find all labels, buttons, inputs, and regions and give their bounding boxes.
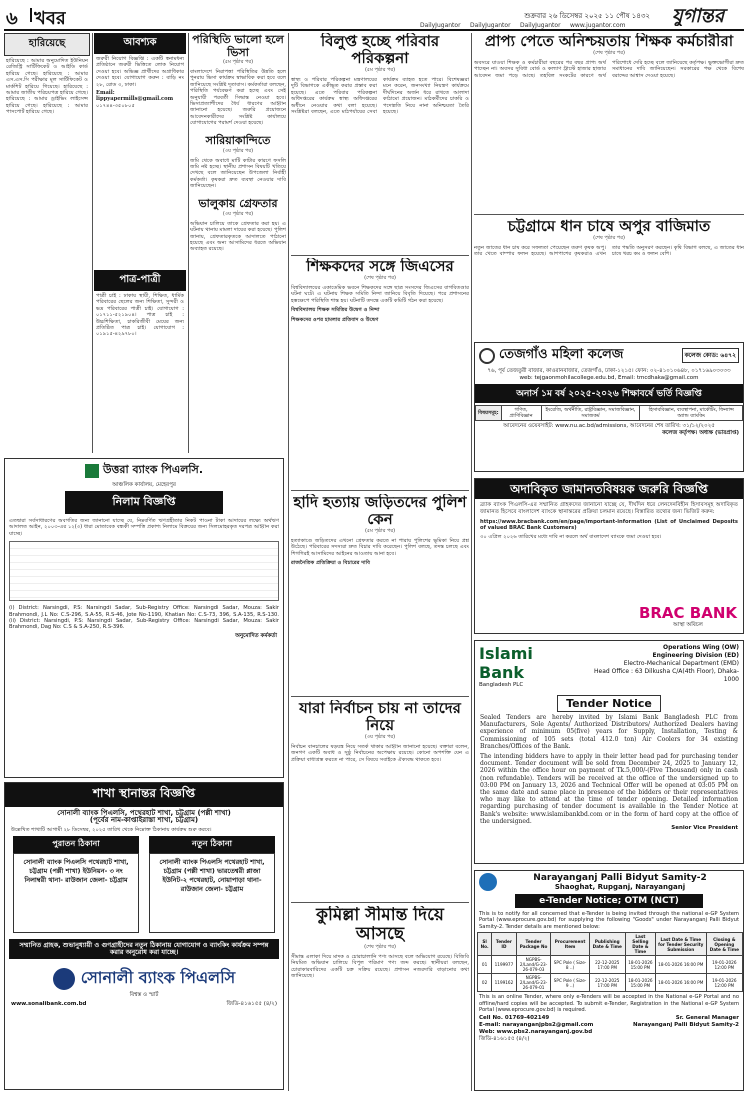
family-planning-body: স্বাস্থ্য ও পরিবার পরিকল্পনা মন্ত্রণালয়ের দুটি বিভাগকে একীভূত করার প্রস্তাব করা হয়েছে। এতে পরিবার পরিকল্পনা অধিদপ্তরের কার্যক্রম স্বাস্থ্য অধিদপ্তরের অধীনে নেওয়ার কথা বলা হয়েছে। সংশ্লিষ্টরা বলছেন, এতে মাঠপর্যায়ের সেবা কার্যক্রম ব্যাহত হতে পারে। বিশেষজ্ঞরা মনে করেন, জনসংখ্যা নিয়ন্ত্রণ কার্যক্রমে দীর্ঘদিনের অর্জন ধরে রাখতে আলাদা কাঠামো প্রয়োজন। মাঠকর্মীদের চাকরি ও পদোন্নতি নিয়ে নানা অনিশ্চয়তা তৈরি হয়েছে। [291, 77, 469, 116]
college-name: তেজগাঁও মহিলা কলেজ [499, 347, 624, 362]
college-code: কলেজ কোড: ৬৪৭২ [682, 348, 739, 363]
tejgaon-college-ad [474, 342, 744, 472]
bhalukay-headline: ভালুকায় গ্রেফতার [198, 196, 278, 210]
masthead-logo: যুগান্তর [671, 5, 725, 26]
college-address: ৭৬, পূর্ব তেজতুরী বাজার, কাওরানবাজার, তেজগাঁও, ঢাকা-১২১৫। ফোন: ০২-৪১০১০৬৪৮, ০১৭১৬৯০৩০৩৩ [487, 368, 731, 374]
sonali-logo: সোনালী ব্যাংক পিএলসি [80, 968, 236, 988]
subjects-label: বিষয়সমূহ: [476, 406, 502, 421]
pbs-title: e-Tender Notice; OTM (NCT) [515, 894, 703, 908]
old-address: সোনালী ব্যাংক পিএলসি পথেরহাট শাখা, চট্টগ্রাম (পল্লী শাখা) ইউনিয়ন- ৩ নং নিলাম্বরী থানা- রাউজান জেলা- চট্টগ্রাম [13, 853, 139, 933]
website-link[interactable]: www.jugantor.com [570, 22, 626, 29]
wanted-phone: ০১৭৪৪-৩৫০৮০৫ [96, 102, 135, 109]
pbs-sign2: Narayanganj Palli Bidyut Samity-2 [633, 1022, 739, 1029]
brac-tagline: আস্থা অবিচল [673, 622, 703, 628]
brac-body: ব্র্যাক ব্যাংক পিএলসি-এর সম্মানিত গ্রাহকদের জানানো যাচ্ছে যে, দীর্ঘদিন ধরে লেনদেনবিহীন হিসাবসমূহ অদাবিকৃত জামানত হিসেবে বাংলাদেশ ব্যাংকে স্থানান্তরের প্রক্রিয়া চলমান রয়েছে। বিস্তারিত তথ্যের জন্য ভিজিট করুন: [480, 502, 738, 515]
pbs-col-header: Last Date & Time for Tender Security Submission [655, 933, 706, 956]
visa-headline: পরিস্থিতি ভালো হলে ভিসা [192, 33, 284, 59]
islami-tender-title: Tender Notice [557, 695, 661, 712]
brac-title: অদাবিকৃত জামানতবিষয়ক জরুরি বিজ্ঞপ্তি [475, 479, 743, 499]
admission-title: অনার্স ১ম বর্ষ ২০২৫-২০২৬ শিক্ষাবর্ষে ভর্তি বিজ্ঞপ্তি [475, 384, 743, 403]
matrimony-body: পাত্রী চাই : ঢাকায় স্থায়ী, শিক্ষিত, ধার্মিক পরিবারের ছেলের জন্য শিক্ষিতা, সুন্দরী ও ভদ্র পরিবারের পাত্রী চাই। যোগাযোগ : ০১৭১১-৫২১৯০৪। পাত্র চাই : উচ্চশিক্ষিতা, চাকরিজীবী মেয়ের জন্য প্রতিষ্ঠিত পাত্র চাই। যোগাযোগ : ০১৯১৫-৪২৯৭৮০। [96, 293, 184, 338]
palli-bidyut-ad [474, 870, 744, 1091]
article-hadi [291, 494, 469, 694]
hadi-sub: রাজনৈতিক প্রতিক্রিয়া ও বিচারের দাবি [291, 560, 371, 567]
article-paddy [474, 218, 744, 338]
election-byline: (৩য় পৃষ্ঠার পর) [364, 734, 396, 740]
wanted-email[interactable]: Email: lippyapermills@gmail.com [96, 90, 174, 103]
pbs-email[interactable]: E-mail: narayanganjpbs2@gmail.com [479, 1022, 594, 1029]
col-rule [92, 33, 93, 453]
lost-body: হারিয়েছে : আমার অনুমোদিত ইউনিয়ন রেজিস্ট্রি সার্টিফিকেট ও আইডি কার্ড হারিয়ে গেছে। হারিয়েছে : আমার এস.এস.সি পরীক্ষার মূল সার্টিফিকেট ও মার্কশিট হারিয়ে গিয়েছে। হারিয়েছে : আমার জাতীয় পরিচয়পত্র হারিয়ে গেছে। হারিয়েছে : আমার ড্রাইভিং লাইসেন্স হারিয়ে গেছে। হারিয়েছে : আমার পাসপোর্ট হারিয়ে গেছে। [6, 58, 88, 116]
social-twitter[interactable]: DailyJugantor [470, 22, 511, 29]
sariakandi-byline: (৩য় পৃষ্ঠার পর) [222, 147, 254, 154]
article-comilla [291, 906, 469, 1091]
wanted-body: জরুরী নিয়োগ বিজ্ঞপ্তি : একটি স্বনামধন্য প্রতিষ্ঠানে জরুরী ভিত্তিতে লোক নিয়োগ দেওয়া হবে। অভিজ্ঞ প্রার্থীদের অগ্রাধিকার দেওয়া হবে। যোগাযোগ করুন : বাড়ি নং ২৮, রোড ৩, ঢাকা। [96, 56, 184, 88]
new-address-label: নতুন ঠিকানা [149, 836, 275, 853]
teachers-dues-byline: (শেষ পৃষ্ঠার পর) [593, 50, 625, 56]
uttara-logo: উত্তরা ব্যাংক পিএলসি. [102, 463, 204, 476]
matrimony-title: পাত্র-পাত্রী [94, 270, 186, 291]
islami-wing: Operations Wing (OW) [663, 644, 739, 651]
table-cell: 18-01-2026 16:00 PM [655, 974, 706, 992]
table-cell: 18-01-2026 15:00 PM [625, 956, 655, 974]
uttara-bank-ad [4, 458, 284, 778]
islami-sublogo: Bangladesh PLC [479, 682, 524, 688]
uttara-english: (i) District: Narsingdi, P.S: Narsingdi Sadar, Sub-Registry Office: Narsingdi Sadar, Mouza: Sakir Brahmondi, J.L No: C.S-296, S.A-55, R.S-46, Jote No-1190, Khatian No: C.S-73, 396, S.A-135, R.S-130. (ii) District: Narsingdi, P.S: Narsingdi Sadar, Sub-Registry Office: Narsingdi Sadar, Mouza: Sakir Brahmondi, Dag No: C.S & S.A-250, R.S-396. [9, 605, 279, 631]
visa-body: বাংলাদেশে নিরাপত্তা পরিস্থিতির উন্নতি হলে পুনরায় ভিসা কার্যক্রম স্বাভাবিক করা হবে বলে জানিয়েছে সংশ্লিষ্ট দূতাবাস। কর্মকর্তারা বলছেন, পরিস্থিতি পর্যবেক্ষণ করা হচ্ছে এবং সেই অনুযায়ী পরবর্তী সিদ্ধান্ত নেওয়া হবে। ভিসাপ্রত্যাশীদের ধৈর্য ধারণের আহ্বান জানানো হয়েছে। জরুরি প্রয়োজনে আবেদনকারীদের সংশ্লিষ্ট কার্যালয়ে যোগাযোগের পরামর্শ দেওয়া হয়েছে। [190, 69, 286, 127]
wanted-box [94, 33, 186, 273]
table-cell: 01 [478, 956, 492, 974]
row-rule [291, 696, 469, 697]
pbs-address: Shaoghat, Rupganj, Narayanganj [554, 883, 686, 891]
islami-dept: Engineering Division (ED) [652, 652, 739, 659]
teachers-gs-headline: শিক্ষকদের সঙ্গে জিএসের [306, 258, 454, 275]
pbs-col-header: Procurement Item [551, 933, 589, 956]
brac-footer: ৩০ এপ্রিল ২০২৬ তারিখের মধ্যে দাবি না করলে অর্থ বাংলাদেশ ব্যাংকে জমা দেওয়া হবে। [480, 533, 662, 540]
teachers-gs-sub1: বিশ্ববিদ্যালয় শিক্ষক সমিতির উদ্বেগ ও নিন্দা [291, 307, 380, 314]
article-election [291, 700, 469, 900]
islami-office: Head Office : 63 Dilkusha C/A(4th Floor), Dhaka-1000 [594, 668, 739, 683]
sariakandi-headline: সারিয়াকান্দিতে [205, 133, 271, 147]
wanted-title: আবশ্যক [94, 33, 186, 54]
visa-byline: (৫ম পৃষ্ঠার পর) [222, 59, 254, 65]
sonali-body: উল্লেখিত শাখাটি আগামী ২৮ ডিসেম্বর, ২০২৫ তারিখ থেকে নিম্নোক্ত ঠিকানায় কার্যক্রম শুরু করবে। [11, 827, 212, 833]
brac-bank-ad [474, 478, 744, 634]
table-cell: 1199977 [492, 956, 516, 974]
paddy-body: নতুন জাতের ধান চাষ করে সফলতা পেয়েছেন তরুণ কৃষক অপু। তার খেতে বাম্পার ফলন হয়েছে। আশপাশের কৃষকরাও এখন তার পদ্ধতি অনুসরণ করছেন। কৃষি বিভাগ বলছে, এ জাতের ধান চাষে খরচ কম ও ফলন বেশি। [474, 245, 744, 258]
table-cell: NGPBS-2/Land/G-23-26-079-01 [516, 974, 551, 992]
teachers-dues-body: অবসরে যাওয়া শিক্ষক ও কর্মচারীরা বছরের পর বছর প্রাপ্য অর্থ পাচ্ছেন না। অবসর সুবিধা বোর্ড ও কল্যাণ ট্রাস্টে হাজার হাজার আবেদন জমা পড়ে আছে। তহবিল সংকটের কারণে অর্থ পরিশোধে দেরি হচ্ছে বলে জানিয়েছে কর্তৃপক্ষ। ভুক্তভোগীরা দ্রুত সমাধানের দাবি জানিয়েছেন। সরকারের পক্ষ থেকে বিশেষ বরাদ্দের আশ্বাস দেওয়া হয়েছে। [474, 60, 744, 79]
islami-p1: Sealed Tenders are hereby invited by Islami Bank Bangladesh PLC from Manufacturers, Sole Agents/ Authorized Distributors/ Authorized Dealers having experience of minimum 05(five) years for Supply, Installation, Testing & Commissioning of 105 sets (total 412.0 ton) Air Coolers for 34 existing Branches/Offices of the Bank. [480, 714, 738, 750]
subject-group: হিসাববিজ্ঞান, ব্যবস্থাপনা, মার্কেটিং, ফিন্যান্স অ্যান্ড ব্যাংকিং [640, 406, 743, 421]
pbs-sign1: Sr. General Manager [675, 1015, 739, 1022]
hadi-byline: (৫ম পৃষ্ঠার পর) [364, 528, 396, 534]
sonali-bank: সোনালী ব্যাংক পিএলসি, পথেরহাট শাখা, চট্টগ্রাম (পল্লী শাখা) [57, 809, 231, 817]
brac-link[interactable]: https://www.bracbank.com/en/page/important-information (List of Unclaimed Deposits of valued BRAC Bank Customers) [480, 519, 738, 532]
teachers-gs-body: বিশ্ববিদ্যালয়ের একাডেমিক ভবনে শিক্ষকদের সঙ্গে ছাত্র সংসদের জিএসের বাগবিতণ্ডার ঘটনা ঘটে। এ ঘটনায় শিক্ষক সমিতি নিন্দা জানিয়ে বিবৃতি দিয়েছে। পরে প্রশাসনের হস্তক্ষেপে পরিস্থিতি শান্ত হয়। ঘটনাটি তদন্তে একটি কমিটি গঠন করা হয়েছে। [291, 285, 469, 304]
subjects-table [475, 405, 743, 421]
pbs-col-header: Publishing Date & Time [589, 933, 625, 956]
pbs-web[interactable]: Web: www.pbs2.narayanganj.gov.bd [479, 1029, 593, 1036]
pbs-col-header: Closing & Opening Date & Time [706, 933, 742, 956]
article-teachers-gs [291, 258, 469, 488]
col-rule [188, 33, 189, 453]
table-cell: 22-12-2025 17:00 PM [589, 974, 625, 992]
matrimony-box [94, 270, 186, 453]
comilla-headline: কুমিল্লা সীমান্ত দিয়ে আসছে [316, 906, 444, 944]
islami-dept2: Electro-Mechanical Department (EMD) [623, 660, 739, 667]
page-number: ৬ [6, 8, 18, 29]
subject-group: ইংরেজি, অর্থনীতি, রাষ্ট্রবিজ্ঞান, সমাজবিজ্ঞান, সমাজকর্ম [541, 406, 640, 421]
bhalukay-body: অভিযান চালিয়ে তাকে গ্রেফতার করা হয়। এ ঘটনায় থানায় মামলা দায়ের করা হয়েছে। পুলিশ জানায়, গ্রেফতারকৃতকে আদালতে পাঠানো হয়েছে এবং অন্য আসামিদের ধরতে অভিযান অব্যাহত রয়েছে। [190, 220, 286, 253]
islami-bank-ad [474, 640, 744, 864]
teachers-gs-byline: (শেষ পৃষ্ঠার পর) [364, 275, 396, 281]
pbs-tender-table [477, 932, 743, 992]
sonali-ref: জিডি-৪১৬১৫৫ (৪/২) [226, 1001, 277, 1008]
uttara-title: নিলাম বিজ্ঞপ্তি [65, 491, 223, 514]
row-rule [291, 490, 469, 491]
table-row [478, 956, 743, 974]
section-title: খবর [34, 8, 66, 29]
sonali-footer: সম্মানিত গ্রাহক, শুভানুধ্যায়ী ও গুণগ্রাহীদের নতুন ঠিকানায় যোগাযোগ ও ব্যাংকিং কার্যক্রম সম্পন্ন করার অনুরোধ করা যাচ্ছে। [9, 939, 279, 959]
family-planning-headline: বিলুপ্ত হচ্ছে পরিবার পরিকল্পনা [320, 33, 440, 67]
college-logo-icon [479, 348, 495, 364]
hadi-body: হত্যাকাণ্ডে জড়িতদের এখনো গ্রেফতার করতে না পারায় পুলিশের ভূমিকা নিয়ে প্রশ্ন উঠেছে। পরিবারের সদস্যরা দ্রুত বিচার দাবি করেছেন। পুলিশ বলছে, তদন্ত চলছে এবং শিগগিরই আসামিদের আইনের আওতায় আনা হবে। [291, 538, 469, 557]
pbs-col-header: Tender ID [492, 933, 516, 956]
pbs-name: Narayanganj Palli Bidyut Samity-2 [533, 873, 707, 883]
pbs-ref: জিডি-৪১৬১৫৫ (৪/২) [479, 1036, 530, 1043]
lost-notices [4, 33, 90, 433]
table-cell: 02 [478, 974, 492, 992]
uttara-logo-icon [85, 464, 99, 478]
col-rule [471, 33, 472, 1091]
bhalukay-byline: (৩য় পৃষ্ঠার পর) [222, 210, 254, 217]
subject-group: গণিত, প্রাণিবিজ্ঞান [501, 406, 541, 421]
table-cell: 22-12-2025 17:00 PM [589, 956, 625, 974]
col-rule [288, 33, 289, 1091]
pbs-col-header: Sl No. [478, 933, 492, 956]
pbs-intro: This is to notify for all concerned that e-Tender is being invited through the national e-GP System Portal (www.eprocure.gov.bd) for supplying the following "Goods" under Narayanganj Palli Bidyut Samity-2. Tender details are mentioned below: [479, 911, 739, 930]
pbs-cell: Cell No. 01769-402149 [479, 1015, 550, 1022]
table-cell: NGPBS-2/Land/G-23-26-079-03 [516, 956, 551, 974]
table-cell: 1199162 [492, 974, 516, 992]
sonali-old-name: (পূর্বের নাম-কাপ্তাইরাস্তা শাখা, চট্টগ্রাম) [89, 816, 199, 824]
header-divider [30, 8, 32, 22]
election-body: নির্বাচন বানচালের ষড়যন্ত্র নিয়ে সতর্ক থাকার আহ্বান জানানো হয়েছে। বক্তারা বলেন, জনগণ একটি অবাধ ও সুষ্ঠু নির্বাচনের অপেক্ষায় রয়েছে। কোনো অপশক্তি যেন এ প্রক্রিয়া বাধাগ্রস্ত করতে না পারে, সে বিষয়ে সবাইকে ঐক্যবদ্ধ থাকতে হবে। [291, 744, 469, 763]
table-cell: SPC Pole ( Size-8 ..) [551, 956, 589, 974]
paddy-byline: (শেষ পৃষ্ঠার পর) [593, 235, 625, 241]
row-rule [474, 214, 744, 215]
comilla-body: সীমান্ত এলাকা দিয়ে মাদক ও চোরাচালানি পণ্য আসছে বলে অভিযোগ রয়েছে। বিজিবি নিয়মিত অভিযান চালিয়ে বিপুল পরিমাণ পণ্য জব্দ করছে। স্থানীয়রা বলছেন, চোরাকারবারিদের একটি চক্র সক্রিয় রয়েছে। প্রশাসন নজরদারি বাড়ানোর কথা জানিয়েছে। [291, 954, 469, 980]
sonali-web[interactable]: www.sonalibank.com.bd [11, 1001, 87, 1008]
islami-logo: Islami Bank [479, 644, 533, 682]
teachers-gs-sub2: শিক্ষকদের ওপর হামলার প্রতিবাদ ও উদ্বেগ [291, 316, 379, 323]
paddy-headline: চট্টগ্রামে ধান চাষে অপুর বাজিমাত [507, 218, 711, 235]
college-web[interactable]: web: tejgaonmohilacollege.edu.bd, Email: tmcdhaka@gmail.com [519, 375, 699, 381]
row-rule [291, 255, 469, 256]
pbs-paragraph: This is an online Tender, where only e-Tenders will be accepted in the National e-GP Portal and no offline/hard copies will be accepted. To submit e-Tender, Registration in the National e-GP System Portal (www.eprocure.gov.bd) is required. [479, 994, 739, 1014]
table-cell: 18-01-2026 15:00 PM [625, 974, 655, 992]
islami-sign: Senior Vice President [671, 825, 738, 832]
uttara-body: এতদ্বারা সর্বসাধারণের অবগতির জন্য জানানো যাচ্ছে যে, নিম্নবর্ণিত ঋণগ্রহীতার নিকট পাওনা টাকা আদায়ের লক্ষ্যে অর্থঋণ আদালত আইন, ২০০৩-এর ১২(৩) ধারা মোতাবেক বন্ধকী সম্পত্তি প্রকাশ্য নিলামে বিক্রয়ের জন্য সিলমোহরকৃত দরপত্র আহ্বান করা যাচ্ছে। [9, 518, 279, 537]
social-facebook[interactable]: DailyJugantor [420, 22, 461, 29]
lost-title: হারিয়েছে [4, 33, 90, 56]
pbs-logo-icon [479, 873, 497, 891]
header-rule [4, 29, 744, 31]
article-teachers-dues [474, 33, 744, 213]
article-family-planning [291, 33, 469, 253]
social-instagram[interactable]: DailyJugantor [520, 22, 561, 29]
uttara-sub: আঞ্চলিক কার্যালয়, মেহেরপুর [112, 482, 176, 488]
teachers-dues-headline: প্রাপ্য পেতে অনিশ্চয়তায় শিক্ষক কর্মচারীরা [484, 33, 734, 50]
table-cell: 19-01-2026 12:00 PM [706, 956, 742, 974]
pbs-col-header: Last Selling Date & Time [625, 933, 655, 956]
table-cell: 19-01-2026 12:00 PM [706, 974, 742, 992]
pbs-col-header: Tender Package No [516, 933, 551, 956]
sonali-title: শাখা স্থানান্তর বিজ্ঞপ্তি [5, 783, 283, 807]
islami-p2: The intending bidders have to apply in their letter head pad for purchasing tender document. Tender document will be sold from December 24, 2025 to January 12, 2026 within the office hour on payment of Tk.5,000/-(Five Thousand) only in cash (non refundable). Tenders will be received at the office of the undersigned up to 03:00 PM on January 13, 2026 and Technical Offer will be opened at 03:05 PM on the same date and same place in presence of the bidders or their representatives who may like to attend at the time of tender opening. Detailed information regarding purchasing of tender document is available in the Tender Notice at Bank's website: www.islamibankbd.com or in the form of hard copy at the office of the undersigned. [480, 753, 738, 825]
article-visa [190, 33, 286, 453]
family-planning-byline: (৫ম পৃষ্ঠার পর) [364, 67, 396, 73]
table-cell: SPC Pole ( Size-9 ..) [551, 974, 589, 992]
table-cell: 18-01-2026 16:00 PM [655, 956, 706, 974]
table-row [478, 974, 743, 992]
election-headline: যারা নির্বাচন চায় না তাদের নিয়ে [299, 700, 461, 734]
new-address: সোনালী ব্যাংক পিএলসি পথেরহাট শাখা, চট্টগ্রাম (পল্লী শাখা) ভারতেশ্বরী প্লাজা ইউনিট-২ পথেরহাট, নোয়াপাড়া থানা- রাউজান জেলা- চট্টগ্রাম [149, 853, 275, 933]
uttara-table [9, 541, 279, 601]
sariakandi-body: জমি থেকে অবাধে মাটি কাটার কারণে ফসলি জমি নষ্ট হচ্ছে। স্থানীয় প্রশাসন বিষয়টি খতিয়ে দেখছে বলে জানিয়েছেন উপজেলা নির্বাহী কর্মকর্তা। কৃষকরা দ্রুত ব্যবস্থা নেওয়ার দাবি জানিয়েছেন। [190, 157, 286, 190]
hadi-headline: হাদি হত্যায় জড়িতদের পুলিশ কেন [293, 494, 467, 528]
sonali-tagline: বিশ্বস্ত ও স্মার্ট [129, 992, 159, 999]
comilla-byline: (শেষ পৃষ্ঠার পর) [364, 944, 396, 950]
sonali-logo-icon [53, 968, 75, 990]
college-footer: কলেজ কর্তৃপক্ষ। অধ্যক্ষ (ভারপ্রাপ্ত) [662, 430, 739, 436]
sonali-bank-ad [4, 782, 284, 1090]
issue-date: শুক্রবার ২৬ ডিসেম্বর ২০২৫ ১১ পৌষ ১৪৩২ [524, 12, 650, 20]
row-rule [291, 902, 469, 903]
brac-logo: BRAC BANK [638, 604, 737, 622]
college-apply: আবেদনের ওয়েবসাইট: www.nu.ac.bd/admissions, আবেদনের শেষ তারিখ: ৩১/১২/২০২৫ [503, 423, 715, 429]
old-address-label: পুরাতন ঠিকানা [13, 836, 139, 853]
uttara-sign: অনুমোদিত কর্মকর্তা [235, 632, 277, 639]
